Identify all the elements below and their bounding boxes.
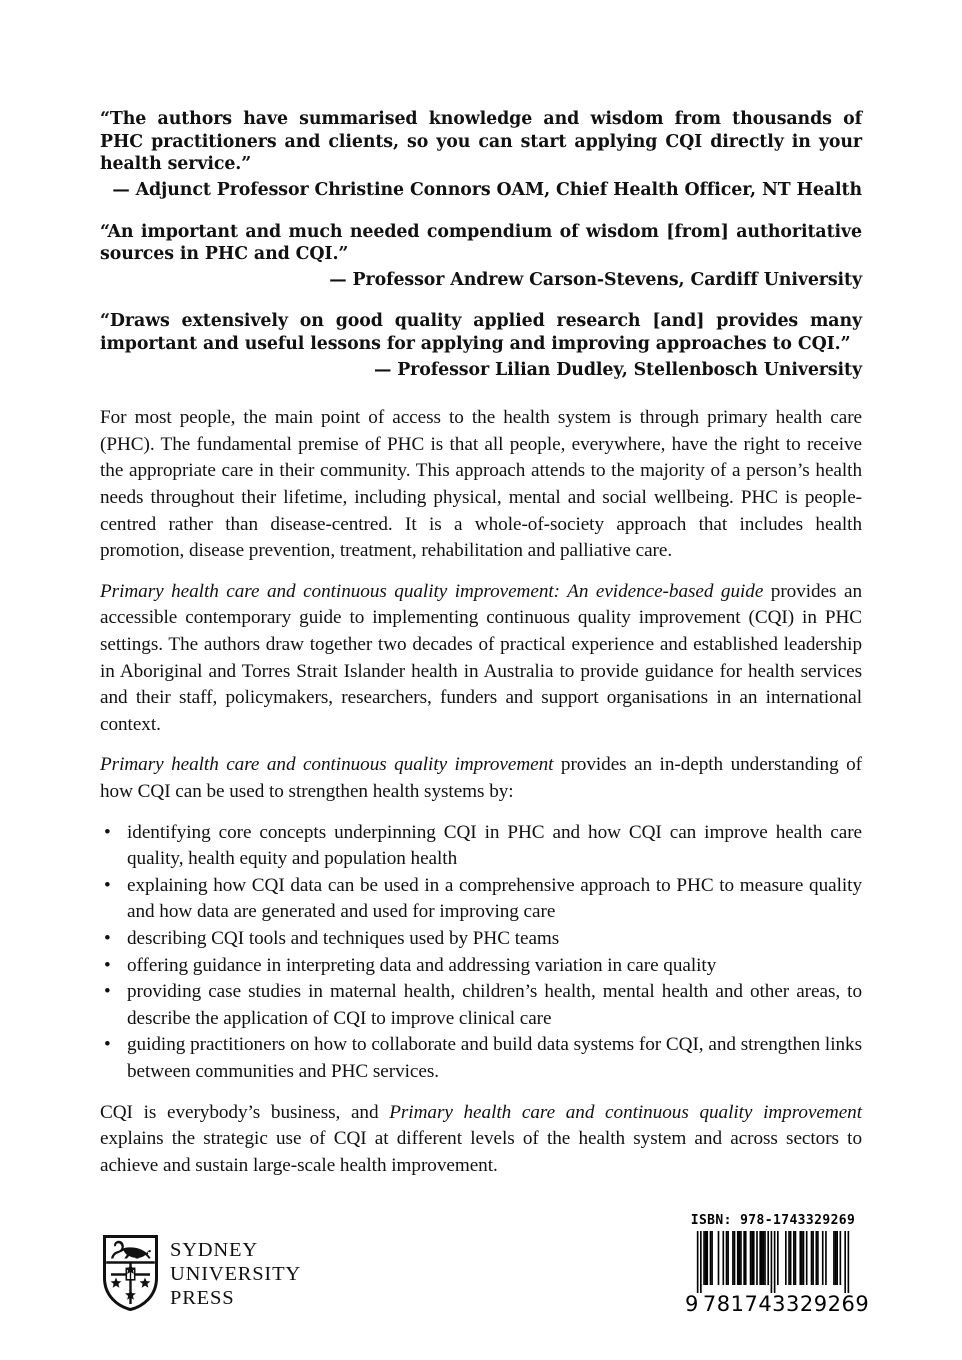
list-item-text: offering guidance in interpreting data and addressing variation in care quality [127, 954, 717, 976]
barcode-bars [684, 1231, 862, 1293]
paragraph-2-text: provides an accessible contemporary guide to implementing continuous quality improvement (CQI) in PHC settings. The authors draw together two decades of practical experience and established leadership in Aboriginal and Torres Strait Islander health in Australia to provide guidance for health services and their staff, policymakers, researchers, funders and support organisations in an international context. [100, 580, 862, 735]
description-paragraph-3 [100, 752, 862, 805]
publisher-logo [102, 1234, 301, 1312]
list-item [100, 979, 862, 1032]
bullet-marker-icon: • [104, 981, 111, 1003]
list-item [100, 1032, 862, 1085]
cover-footer [100, 1200, 870, 1360]
ean-digits [684, 1292, 870, 1316]
bullet-marker-icon: • [104, 874, 111, 896]
publisher-name-line-1: SYDNEY [170, 1239, 258, 1261]
list-item [100, 820, 862, 873]
back-cover-page [100, 0, 870, 1360]
ean-digit-group-3: 329269 [786, 1292, 870, 1316]
endorsement-1 [100, 108, 862, 202]
endorsement-quote: “Draws extensively on good quality applied research [and] provides many important and useful lessons for applying and improving approaches to CQI.” [100, 311, 862, 354]
paragraph-4-text: explains the strategic use of CQI at different levels of the health system and across sectors to achieve and sustain large-scale health improvement. [100, 1128, 862, 1176]
book-title-italic: Primary health care and continuous quality improvement: An evidence-based guide [100, 580, 764, 602]
book-title-italic: Primary health care and continuous quality improvement [389, 1101, 862, 1123]
publisher-name-line-3: PRESS [170, 1286, 235, 1309]
endorsement-attribution: — Professor Lilian Dudley, Stellenbosch University [373, 359, 862, 380]
bullet-marker-icon: • [104, 1034, 111, 1056]
ean-digit-group-1: 9 [685, 1292, 699, 1316]
bullet-marker-icon: • [104, 927, 111, 949]
description-paragraph-2 [100, 579, 862, 739]
endorsement-quote: “The authors have summarised knowledge and wisdom from thousands of PHC practitioners and clients, so you can start applying CQI directly in your health service.” [100, 109, 862, 175]
endorsement-attribution: — Adjunct Professor Christine Connors OAM, Chief Health Officer, NT Health [112, 179, 862, 200]
sydney-university-crest-icon [102, 1234, 159, 1312]
description-paragraph-1: For most people, the main point of access to the health system is through primary health care (PHC). The fundamental premise of PHC is that all people, everywhere, have the right to receive the appropriate care in their community. This approach attends to the majority of a person’s health needs throughout their lifetime, including physical, mental and social wellbeing. PHC is people-centred rather than disease-centred. It is a whole-of-society approach that includes health promotion, disease prevention, treatment, rehabilitation and palliative care. [100, 407, 862, 562]
isbn-label: ISBN: 978-1743329269 [690, 1213, 856, 1228]
endorsement-2 [100, 221, 862, 292]
book-description-section [100, 405, 862, 1179]
list-item-text: guiding practitioners on how to collaborate and build data systems for CQI, and strengthen links between communities and PHC services. [127, 1034, 862, 1082]
publisher-name [170, 1234, 301, 1310]
description-paragraph-4 [100, 1100, 862, 1180]
publisher-name-line-2: UNIVERSITY [170, 1262, 301, 1285]
bullet-marker-icon: • [104, 821, 111, 843]
list-item [100, 873, 862, 926]
endorsements-section [100, 0, 862, 381]
isbn-barcode [684, 1213, 870, 1316]
list-item-text: providing case studies in maternal health, children’s health, mental health and other areas, to describe the application of CQI to improve clinical care [127, 981, 862, 1029]
bullet-marker-icon: • [104, 954, 111, 976]
list-item-text: explaining how CQI data can be used in a comprehensive approach to PHC to measure quality and how data are generated and used for improving care [127, 874, 862, 923]
list-item [100, 953, 862, 980]
book-title-italic: Primary health care and continuous quality improvement [100, 754, 554, 776]
list-item [100, 926, 862, 953]
list-item-text: identifying core concepts underpinning CQI in PHC and how CQI can improve health care quality, health equity and population health [127, 821, 862, 870]
paragraph-4-lead: CQI is everybody’s business, and [100, 1101, 390, 1123]
endorsement-attribution: — Professor Andrew Carson-Stevens, Cardiff University [329, 269, 862, 290]
feature-bullet-list [100, 820, 862, 1086]
endorsement-quote: “An important and much needed compendium of wisdom [from] authoritative sources in PHC and CQI.” [100, 221, 862, 265]
endorsement-3 [100, 310, 862, 381]
list-item-text: describing CQI tools and techniques used by PHC teams [127, 927, 560, 949]
ean-digit-group-2: 781743 [702, 1292, 787, 1316]
paragraph-3-text: provides an in-depth understanding of how CQI can be used to strengthen health systems by: [100, 754, 862, 802]
